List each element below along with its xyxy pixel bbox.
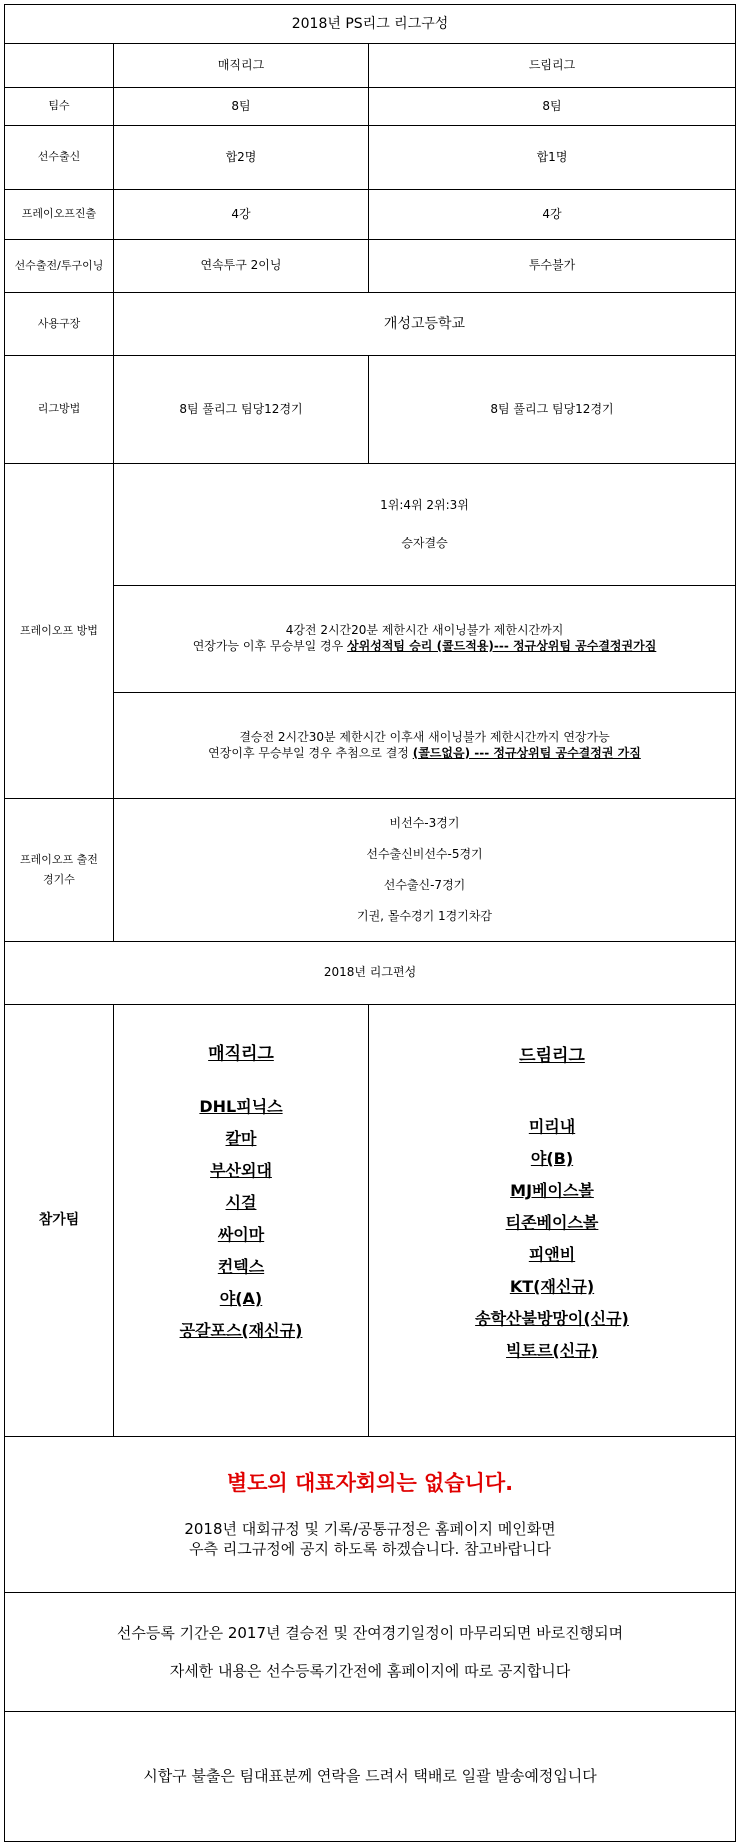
team-name: 빅토르(신규): [506, 1341, 598, 1361]
magic-value: 합2명: [114, 126, 369, 190]
dream-method: 8팀 풀리그 팀당12경기: [369, 356, 736, 464]
team-name: 야(A): [219, 1289, 263, 1309]
team-name: 부산외대: [210, 1161, 272, 1181]
dream-value: 4강: [369, 190, 736, 240]
section-title-row: [5, 942, 736, 1005]
semifinal-rule-row: [5, 586, 736, 693]
semifinal-line-1: 4강전 2시간20분 제한시간 새이닝불가 제한시간까지: [285, 623, 564, 638]
dream-teams-cell: [369, 1005, 736, 1437]
notice-row: [5, 1437, 736, 1593]
team-name: 송학산불방망이(신규): [475, 1309, 629, 1329]
seeding-text: 1위:4위 2위:3위: [380, 497, 469, 512]
league-composition-title: 2018년 리그편성: [5, 942, 736, 1005]
final-line-2-emphasis: (콜드없음) --- 정규상위팀 공수결정권 가짐: [412, 745, 641, 760]
dream-value: 합1명: [369, 126, 736, 190]
appearance-values: [114, 799, 736, 942]
registration-row: [5, 1593, 736, 1712]
balls-row: [5, 1712, 736, 1842]
balls-notice: 시합구 불출은 팀대표분께 연락을 드려서 택배로 일괄 발송예정입니다: [5, 1712, 736, 1842]
team-name: 시걸: [225, 1193, 257, 1213]
appearance-label-line-1: 프레이오프 출전: [20, 852, 98, 866]
pro-player-row: [5, 126, 736, 190]
magic-teams-cell: [114, 1005, 369, 1437]
final-winner-text: 승자결승: [401, 535, 448, 550]
row-label: 프레이오프진출: [5, 190, 114, 240]
team-name: 컨텍스: [217, 1257, 265, 1277]
semifinal-line-2-plain: 연장가능 이후 무승부일 경우: [192, 639, 348, 653]
final-rule-cell: [114, 693, 736, 799]
team-name: 야(B): [530, 1149, 574, 1169]
magic-league-header: 매직리그: [114, 44, 369, 88]
final-rule-row: [5, 693, 736, 799]
playoff-seeding-row: [5, 464, 736, 586]
magic-value: 8팀: [114, 88, 369, 126]
sheet-title: 2018년 PS리그 리그구성: [5, 5, 736, 44]
league-sheet: [4, 4, 735, 1842]
registration-line-2: 자세한 내용은 선수등록기간전에 홈페이지에 따로 공지합니다: [169, 1662, 571, 1680]
empty-cell: [5, 44, 114, 88]
league-method-row: [5, 356, 736, 464]
notice-line-2: 우측 리그규정에 공지 하도록 하겠습니다. 참고바랍니다: [189, 1540, 551, 1559]
row-label: 팀수: [5, 88, 114, 126]
semifinal-rule-cell: [114, 586, 736, 693]
appearance-item: 선수출신-7경기: [383, 878, 466, 892]
team-name: 싸이마: [217, 1225, 265, 1245]
team-name: 피앤비: [528, 1245, 576, 1265]
dream-value: 8팀: [369, 88, 736, 126]
appearance-item: 비선수-3경기: [389, 816, 460, 830]
team-count-row: [5, 88, 736, 126]
participants-row: [5, 1005, 736, 1437]
team-name: 칼마: [225, 1129, 257, 1149]
team-name: 공갈포스(재신규): [179, 1321, 303, 1341]
title-row: [5, 5, 736, 44]
team-name: 미리내: [528, 1117, 576, 1137]
magic-value: 연속투구 2이닝: [114, 240, 369, 293]
dream-teams-title: 드림리그: [519, 1046, 585, 1066]
playoff-appearance-row: [5, 799, 736, 942]
appearance-item: 기권, 몰수경기 1경기차감: [357, 909, 492, 923]
final-line-2-plain: 연장이후 무승부일 경우 추첨으로 결정: [208, 745, 413, 760]
final-line-1: 결승전 2시간30분 제한시간 이후새 새이닝불가 제한시간까지 연장가능: [239, 729, 610, 744]
venue-value: 개성고등학교: [114, 293, 736, 356]
league-table: [4, 4, 736, 1842]
appearance-label-line-2: 경기수: [43, 873, 75, 886]
row-label: 선수출신: [5, 126, 114, 190]
registration-line-1: 선수등록 기간은 2017년 결승전 및 잔여경기일정이 마무리되면 바로진행되며: [116, 1624, 624, 1642]
appearance-label: [5, 799, 114, 942]
notice-headline: 별도의 대표자회의는 없습니다.: [226, 1470, 514, 1495]
semifinal-line-2: [118, 639, 731, 655]
team-name: MJ베이스볼: [510, 1181, 594, 1201]
playoff-entry-row: [5, 190, 736, 240]
magic-teams-title: 매직리그: [208, 1044, 274, 1064]
final-line-2: [118, 746, 731, 762]
playoff-method-label: 프레이오프 방법: [5, 464, 114, 799]
team-name: KT(재신규): [509, 1277, 595, 1297]
venue-label: 사용구장: [5, 293, 114, 356]
venue-row: [5, 293, 736, 356]
dream-value: 투수불가: [369, 240, 736, 293]
magic-method: 8팀 풀리그 팀당12경기: [114, 356, 369, 464]
participants-label: 참가팀: [5, 1005, 114, 1437]
dream-league-header: 드림리그: [369, 44, 736, 88]
registration-cell: [5, 1593, 736, 1712]
team-name: 티존베이스볼: [505, 1213, 599, 1233]
notice-cell: [5, 1437, 736, 1593]
semifinal-line-2-emphasis: 상위성적팀 승리 (콜드적용)--- 정규상위팀 공수결정권가짐: [347, 639, 657, 653]
method-label: 리그방법: [5, 356, 114, 464]
row-label: 선수출전/투구이닝: [5, 240, 114, 293]
league-header-row: [5, 44, 736, 88]
magic-value: 4강: [114, 190, 369, 240]
appearance-item: 선수출신비선수-5경기: [366, 847, 483, 861]
playoff-seeding-cell: [114, 464, 736, 586]
pitching-row: [5, 240, 736, 293]
notice-line-1: 2018년 대회규정 및 기록/공통규정은 홈페이지 메인화면: [184, 1520, 556, 1539]
team-name: DHL피닉스: [199, 1097, 283, 1117]
